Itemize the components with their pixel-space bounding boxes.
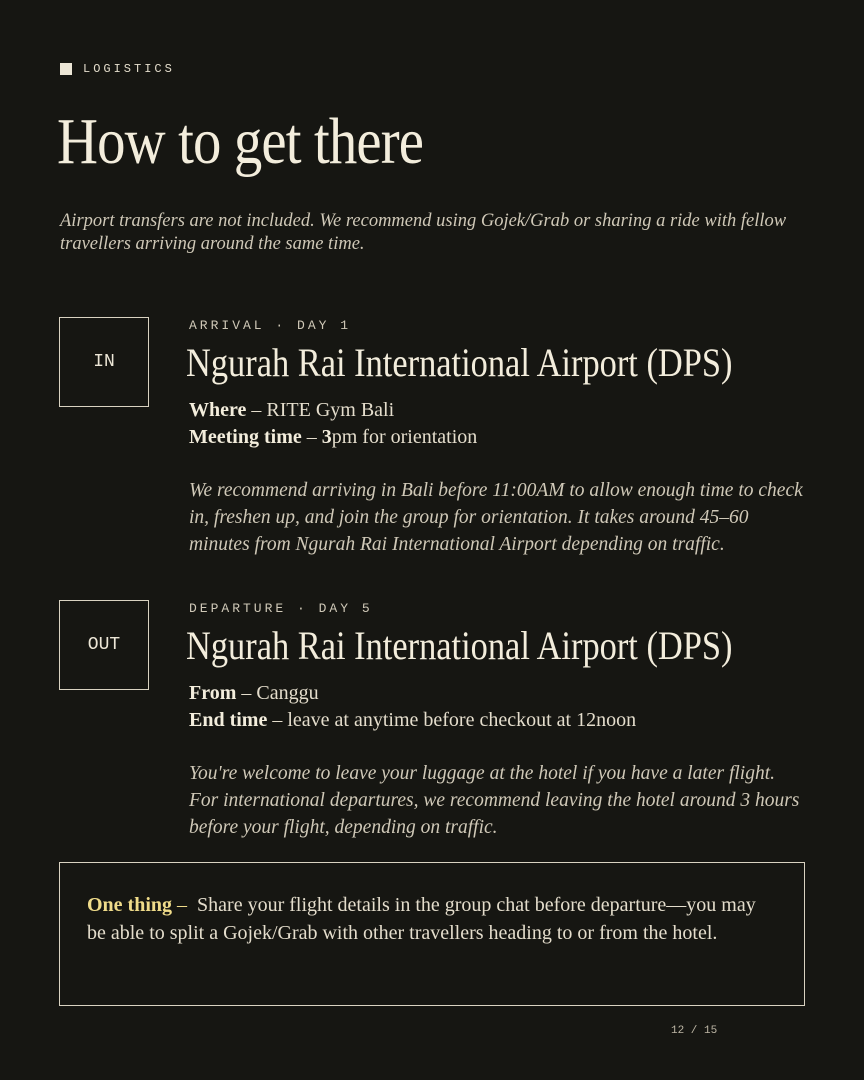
meeting-time-label: Meeting time	[189, 426, 302, 448]
meeting-time-separator: –	[306, 426, 322, 448]
arrival-tag: ARRIVAL · DAY 1	[189, 318, 352, 333]
where-value: – RITE Gym Bali	[251, 399, 395, 421]
departure-airport: Ngurah Rai International Airport (DPS)	[186, 623, 733, 668]
from-label: From	[189, 682, 237, 704]
departure-end-time	[189, 707, 809, 734]
departure-section	[186, 600, 809, 841]
page-title: How to get there	[57, 105, 424, 178]
arrival-meeting-time	[189, 424, 809, 451]
section-eyebrow	[60, 62, 175, 76]
arrival-badge	[59, 317, 149, 407]
arrival-section	[186, 317, 809, 558]
departure-badge-label: OUT	[87, 635, 121, 655]
callout-lead-separator: –	[172, 894, 188, 916]
departure-badge	[59, 600, 149, 690]
departure-tag: DEPARTURE · DAY 5	[189, 601, 373, 616]
meeting-time-hour: 3	[321, 426, 332, 448]
square-icon	[60, 63, 72, 75]
arrival-where	[189, 397, 809, 424]
end-time-value: – leave at anytime before checkout at 12noon	[272, 709, 637, 731]
from-value: – Canggu	[241, 682, 319, 704]
where-label: Where	[189, 399, 247, 421]
arrival-badge-label: IN	[93, 352, 115, 372]
section-label: LOGISTICS	[83, 62, 175, 76]
callout-lead: One thing	[87, 894, 173, 916]
callout-box	[59, 862, 805, 1006]
intro-text: Airport transfers are not included. We recommend using Gojek/Grab or sharing a ride with fellow travellers arriving around the same time.	[60, 211, 787, 254]
departure-from	[189, 680, 809, 707]
meeting-time-value: pm for orientation	[331, 426, 478, 448]
page-number: 12 / 15	[671, 1025, 718, 1037]
end-time-label: End time	[189, 709, 268, 731]
departure-details	[189, 680, 809, 734]
arrival-note: We recommend arriving in Bali before 11:00AM to allow enough time to check in, freshen up, and join the group for orientation. It takes around 45–60 minutes from Ngurah Rai International Airport depending on traffic.	[189, 480, 803, 555]
callout-text: Share your flight details in the group chat before departure—you may be able to split a Gojek/Grab with other travellers heading to or from the hotel.	[87, 894, 761, 944]
arrival-details	[189, 397, 809, 451]
arrival-airport: Ngurah Rai International Airport (DPS)	[186, 340, 733, 385]
departure-note: You're welcome to leave your luggage at the hotel if you have a later flight. For international departures, we recommend leaving the hotel around 3 hours before your flight, depending on traffic.	[189, 763, 800, 838]
